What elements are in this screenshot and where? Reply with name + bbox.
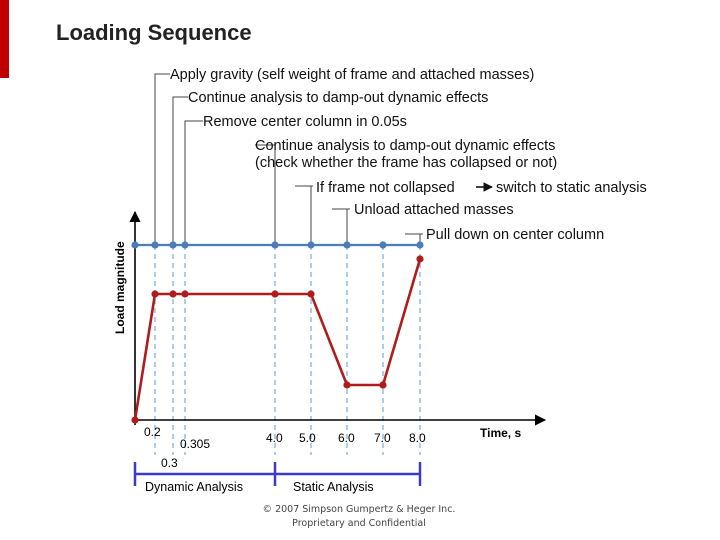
blue-series-point — [151, 241, 158, 248]
time-guide-lines — [155, 245, 420, 455]
red-series-point — [343, 381, 350, 388]
blue-series-point — [343, 241, 350, 248]
red-series-line — [135, 259, 420, 420]
annotation-check-collapse: (check whether the frame has collapsed or not) — [255, 155, 558, 171]
red-series-point — [181, 290, 188, 297]
annotation-damp-out-1: Continue analysis to damp-out dynamic effects — [188, 90, 489, 106]
red-series-point — [131, 416, 138, 423]
tick-label: 0.2 — [144, 425, 161, 439]
y-axis-label: Load magnitude — [113, 241, 127, 334]
tick-label: 0.305 — [180, 437, 211, 451]
blue-series — [131, 241, 423, 248]
tick-label: 8.0 — [409, 431, 426, 445]
red-series-point — [416, 255, 423, 262]
blue-series-point — [379, 241, 386, 248]
annotation-damp-out-2: Continue analysis to damp-out dynamic effects — [255, 138, 556, 154]
blue-series-point — [181, 241, 188, 248]
blue-series-point — [307, 241, 314, 248]
blue-series-point — [131, 241, 138, 248]
blue-series-point — [271, 241, 278, 248]
x-axis-label: Time, s — [480, 426, 522, 440]
dynamic-analysis-label: Dynamic Analysis — [145, 480, 243, 494]
red-series-point — [169, 290, 176, 297]
annotation-pull-down: Pull down on center column — [426, 227, 605, 243]
red-series-point — [151, 290, 158, 297]
leader-line — [332, 209, 350, 245]
tick-label: 0.3 — [161, 456, 178, 470]
static-analysis-label: Static Analysis — [293, 480, 374, 494]
tick-label: 5.0 — [299, 431, 316, 445]
confidential-line: Proprietary and Confidential — [292, 518, 426, 529]
annotation-remove-column: Remove center column in 0.05s — [203, 114, 407, 130]
red-series — [131, 255, 423, 423]
blue-series-point — [169, 241, 176, 248]
leader-line — [295, 186, 313, 245]
leader-line — [155, 74, 170, 245]
annotation-unload-masses: Unload attached masses — [354, 202, 514, 218]
tick-label: 6.0 — [338, 431, 355, 445]
copyright-line: © 2007 Simpson Gumpertz & Heger Inc. — [262, 504, 456, 515]
tick-label: 4.0 — [266, 431, 283, 445]
red-series-point — [271, 290, 278, 297]
leader-line — [185, 121, 203, 245]
page-title: Loading Sequence — [56, 20, 252, 45]
annotation-if-not-collapsed: If frame not collapsed — [316, 180, 455, 196]
red-series-point — [307, 290, 314, 297]
blue-series-point — [416, 241, 423, 248]
annotation-switch-static: switch to static analysis — [496, 180, 647, 196]
red-series-point — [379, 381, 386, 388]
tick-label: 7.0 — [374, 431, 391, 445]
annotation-apply-gravity: Apply gravity (self weight of frame and attached masses) — [170, 67, 535, 83]
leader-line — [173, 97, 188, 245]
